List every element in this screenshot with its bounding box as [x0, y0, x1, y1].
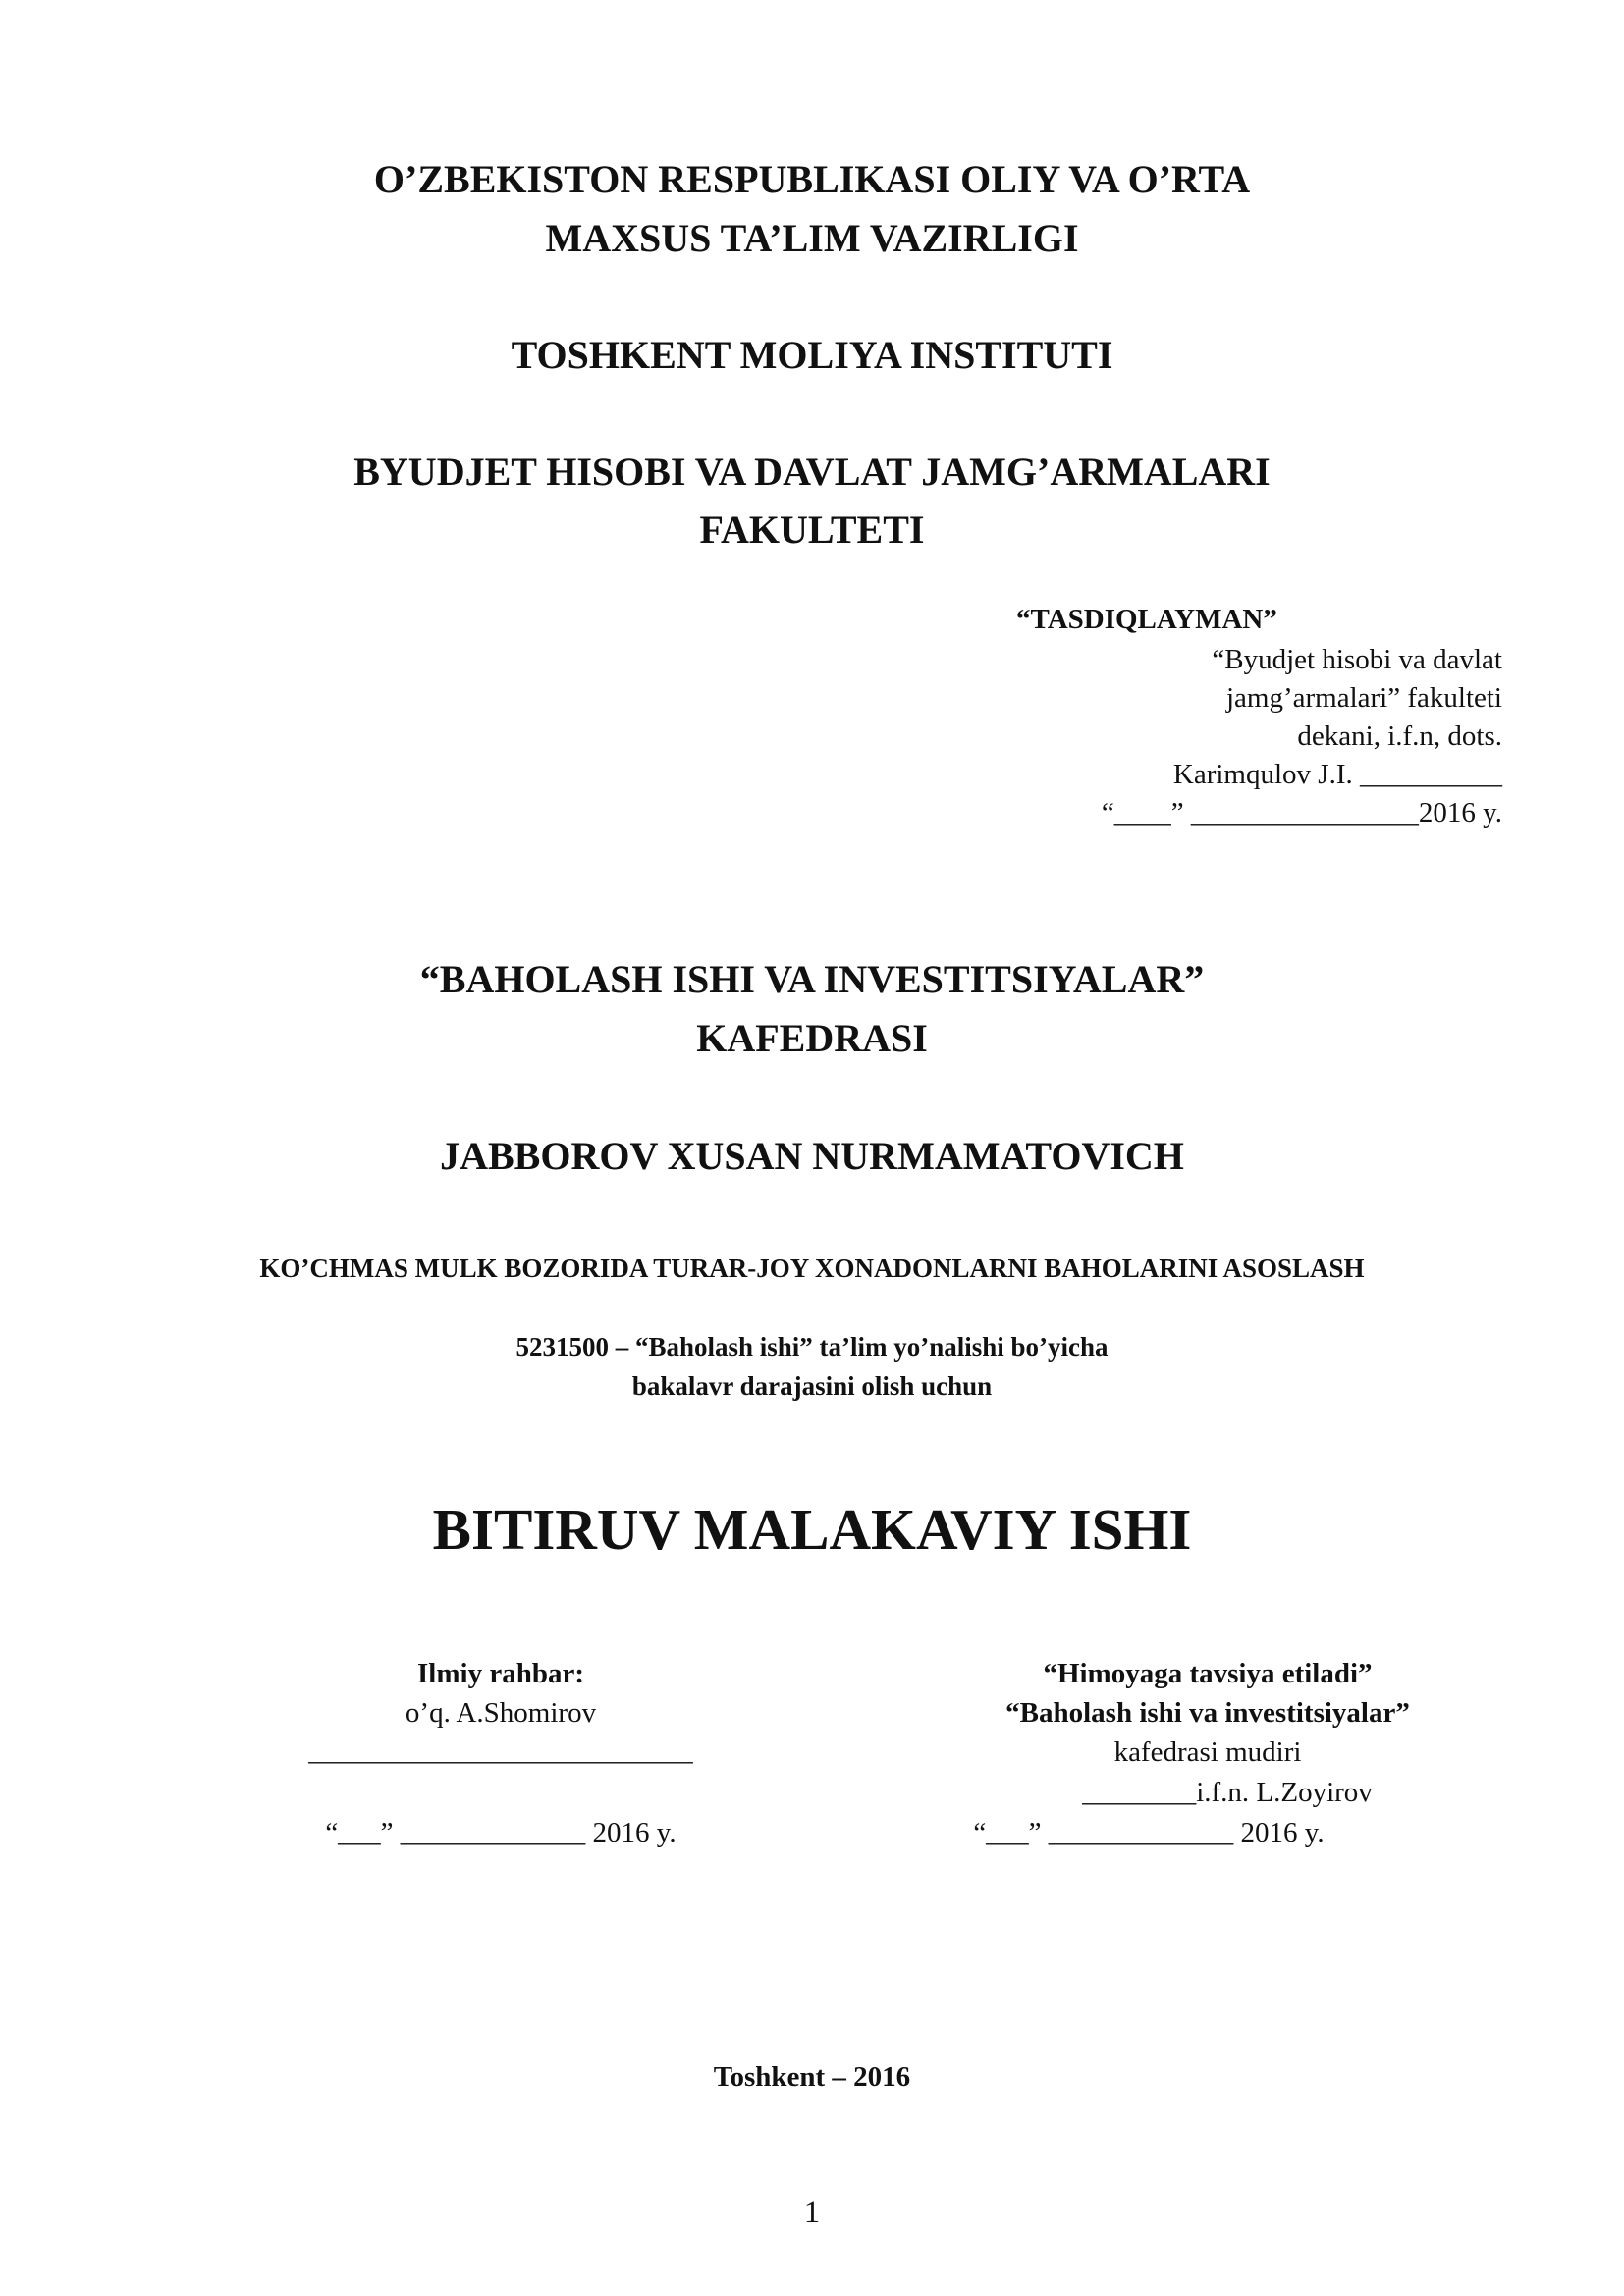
author-name: JABBOROV XUSAN NURMAMATOVICH [440, 1134, 1184, 1178]
department-line-1: “BAHOLASH ISHI VA INVESTITSIYALAR” [419, 957, 1205, 1001]
supervisor-date: “___” _____________ 2016 y. [325, 1817, 677, 1848]
approval-date: “____” ________________2016 y. [1101, 797, 1502, 828]
supervisor-heading: Ilmiy rahbar: [417, 1658, 584, 1689]
approval-heading: “TASDIQLAYMAN” [1016, 604, 1277, 635]
thesis-title: KO’CHMAS MULK BOZORIDA TURAR-JOY XONADONLARNI BAHOLARINI ASOSLASH [259, 1254, 1365, 1283]
approval-line-1: “Byudjet hisobi va davlat [1212, 644, 1502, 675]
recommendation-department: “Baholash ishi va investitsiyalar” [1005, 1697, 1410, 1729]
work-type-title: BITIRUV MALAKAVIY ISHI [432, 1497, 1192, 1562]
ministry-line-2: MAXSUS TA’LIM VAZIRLIGI [545, 216, 1079, 260]
city-year: Toshkent – 2016 [713, 2061, 911, 2093]
page-number: 1 [803, 2195, 821, 2230]
degree-line-1: 5231500 – “Baholash ishi” ta’lim yo’nalishi bo’yicha [515, 1332, 1109, 1362]
ministry-line-1: O’ZBEKISTON RESPUBLIKASI OLIY VA O’RTA [373, 157, 1251, 201]
approval-line-4: Karimqulov J.I. __________ [1172, 759, 1502, 790]
department-line-2: KAFEDRASI [696, 1016, 928, 1060]
recommendation-name: ________i.f.n. L.Zoyirov [1082, 1777, 1373, 1808]
supervisor-signature-line: ___________________________ [308, 1735, 693, 1767]
approval-line-3: dekani, i.f.n, dots. [1297, 721, 1502, 752]
approval-line-2: jamg’armalari” fakulteti [1226, 682, 1502, 714]
recommendation-heading: “Himoyaga tavsiya etiladi” [1043, 1658, 1373, 1689]
supervisor-name: o’q. A.Shomirov [405, 1697, 597, 1729]
faculty-line-1: BYUDJET HISOBI VA DAVLAT JAMG’ARMALARI [353, 450, 1271, 494]
recommendation-date: “___” _____________ 2016 y. [973, 1817, 1325, 1848]
institute-name: TOSHKENT MOLIYA INSTITUTI [511, 333, 1113, 377]
recommendation-role: kafedrasi mudiri [1113, 1736, 1302, 1768]
faculty-line-2: FAKULTETI [699, 507, 925, 552]
degree-line-2: bakalavr darajasini olish uchun [631, 1371, 993, 1401]
